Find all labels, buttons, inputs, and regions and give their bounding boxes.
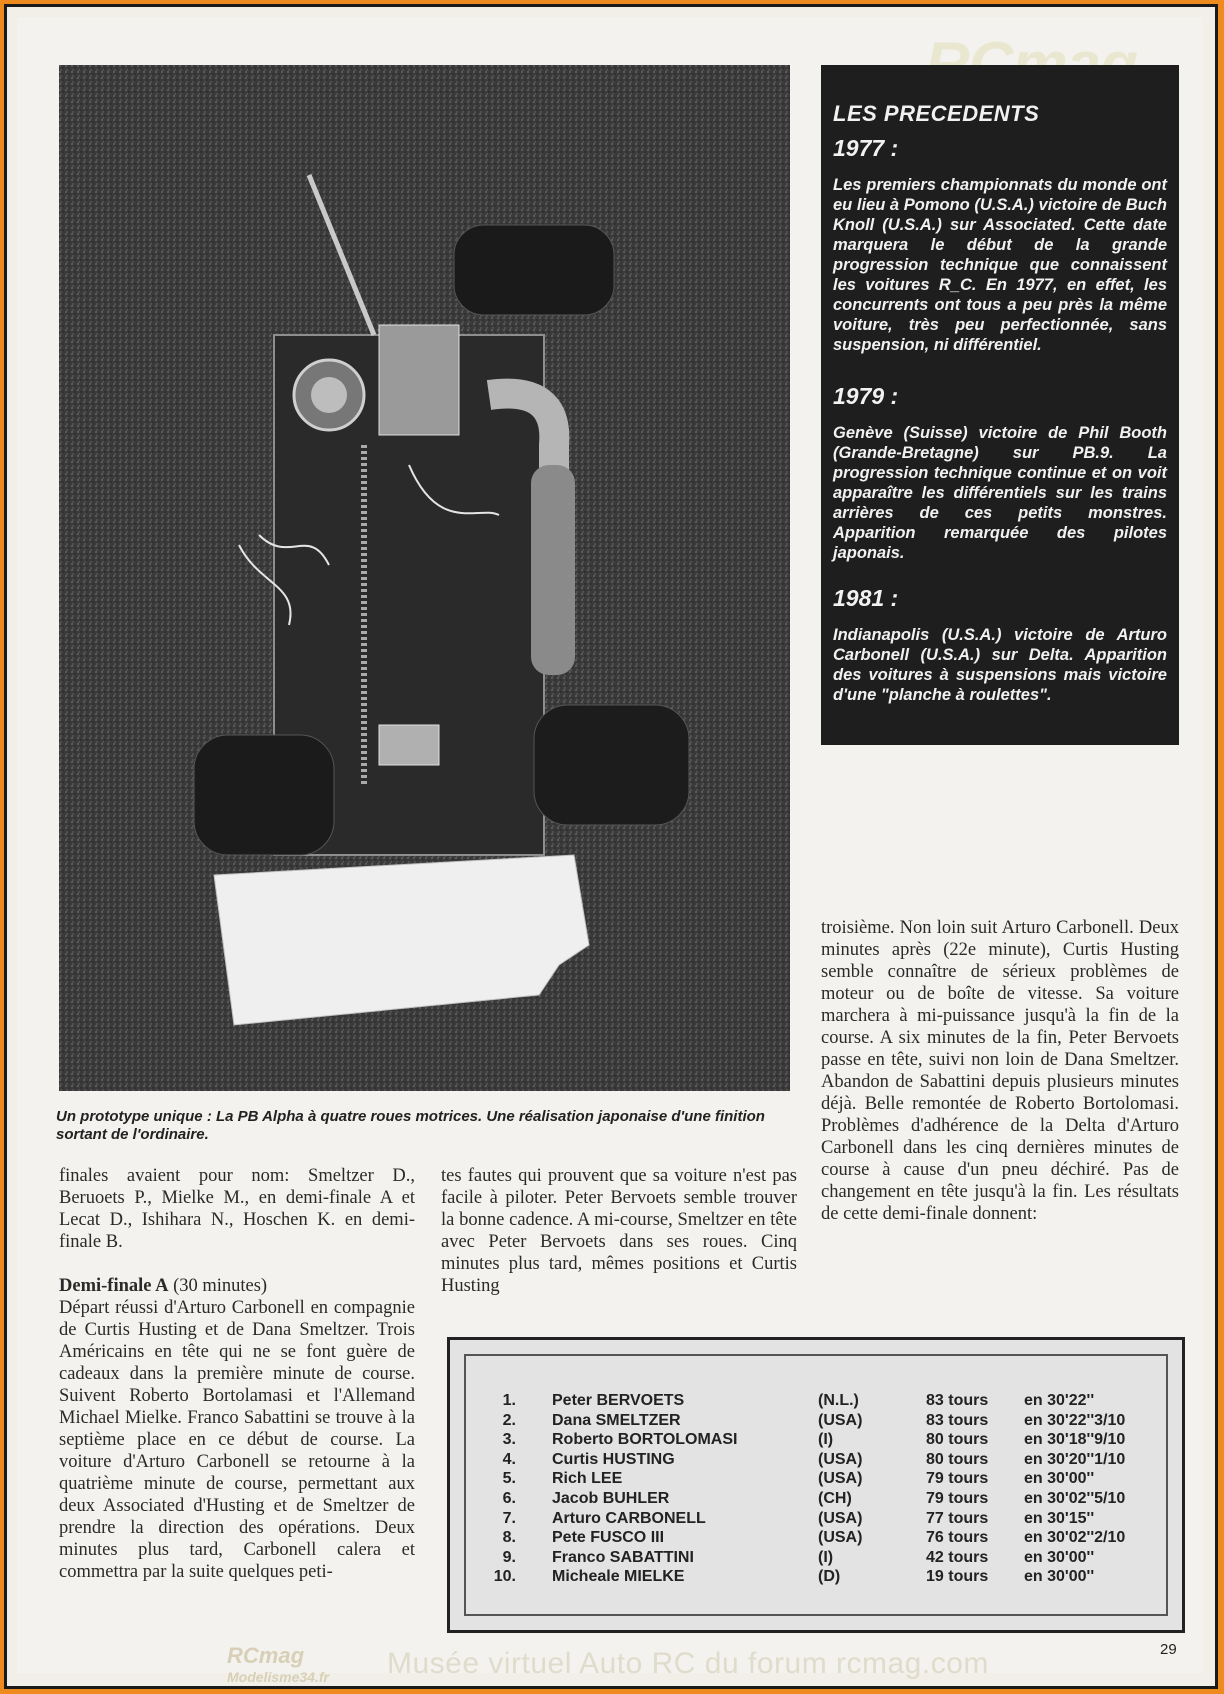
results-cell-name: Arturo CARBONELL: [552, 1509, 706, 1527]
results-cell-laps: 42 tours: [926, 1548, 989, 1566]
sidebar-year: 1979 :: [833, 383, 899, 409]
magazine-page: [17, 17, 1202, 1685]
results-row: [466, 1451, 1166, 1471]
results-cell-time: en 30'18''9/10: [1024, 1431, 1126, 1449]
results-cell-time: en 30'15'': [1024, 1509, 1095, 1527]
results-cell-country: (USA): [818, 1529, 863, 1547]
sidebar-entry-text: Genève (Suisse) victoire de Phil Booth (Grande-Bretagne) sur PB.9. La progression technique continue et on voit apparaître les différentiels sur les trains arrières de ces petits monstres. Apparition remarquée des pilotes japonais.: [833, 424, 1167, 562]
results-cell-rank: 10.: [493, 1568, 516, 1586]
sidebar-entry-text: Indianapolis (U.S.A.) victoire de Arturo Carbonell (U.S.A.) sur Delta. Apparition des voitures à suspensions mais victoire d'une "planche à roulettes".: [833, 626, 1167, 704]
results-cell-name: Jacob BUHLER: [552, 1490, 670, 1507]
results-cell-name: Franco SABATTINI: [552, 1548, 694, 1566]
results-row: [466, 1412, 1166, 1432]
results-cell-time: en 30'22'': [1024, 1392, 1095, 1409]
article-paragraph: troisième. Non loin suit Arturo Carbonell. Deux minutes après (22e minute), Curtis Husting semble connaître de sérieux problèmes de moteur ou de boîte de vitesse. Sa voiture marchera à mi-puissance jusqu'à la fin de la course. A six minutes de la fin, Peter Bervoets passe en tête, suivi non loin de Dana Smeltzer. Abandon de Sabattini depuis plusieurs minutes déjà. Belle remontée de Roberto Bortolomasi. Problèmes d'adhérence de la Delta d'Arturo Carbonell dans les cinq dernières minutes de course à cause d'un pneu déchiré. Pas de changement en tête jusqu'à la fin. Les résultats de cette demi-finale donnent:: [821, 918, 1179, 1224]
results-cell-laps: 83 tours: [926, 1411, 989, 1429]
article-column-3: [821, 917, 1179, 1225]
article-paragraph: finales avaient pour nom: Smeltzer D., Beruoets P., Mielke M., en demi-finale A et Lecat D., Ishihara N., Hoschen K. en demi-finale B.: [59, 1166, 415, 1252]
section-heading-bold: Demi-finale A: [59, 1276, 169, 1296]
results-cell-name: Rich LEE: [552, 1470, 623, 1488]
results-row: [466, 1549, 1166, 1569]
section-heading: [59, 1275, 415, 1297]
sidebar-year: 1977 :: [833, 135, 899, 161]
results-cell-name: Micheale MIELKE: [552, 1568, 685, 1586]
chassis-photo: [59, 65, 790, 1091]
results-cell-laps: 19 tours: [926, 1568, 989, 1586]
results-cell-rank: 9.: [502, 1548, 516, 1566]
results-cell-laps: 79 tours: [926, 1490, 989, 1507]
results-cell-rank: 6.: [502, 1490, 516, 1507]
results-cell-time: en 30'02''2/10: [1024, 1529, 1126, 1547]
results-cell-country: (USA): [818, 1509, 863, 1527]
footer-watermark-text: Musée virtuel Auto RC du forum rcmag.com: [387, 1647, 989, 1680]
results-cell-laps: 83 tours: [926, 1392, 989, 1409]
results-row: [466, 1510, 1166, 1530]
results-table: [447, 1337, 1185, 1633]
results-cell-rank: 1.: [502, 1392, 516, 1409]
results-cell-laps: 77 tours: [926, 1509, 989, 1527]
results-cell-time: en 30'00'': [1024, 1568, 1095, 1586]
results-cell-rank: 2.: [502, 1411, 516, 1429]
results-cell-country: (D): [818, 1568, 841, 1586]
history-sidebar: [821, 65, 1179, 745]
results-cell-country: (USA): [818, 1411, 863, 1429]
article-paragraph: Départ réussi d'Arturo Carbonell en compagnie de Curtis Husting et de Dana Smeltzer. Trois Américains en tête qui ne se font guère de cadeaux dans la première minute de course. Suivent Roberto Bortolamasi et l'Allemand Michael Mielke. Franco Sabattini se trouve à la septième place en ce début de course. La voiture d'Arturo Carbonell se retourne à la quatrième minute de course, permettant aux deux Associated d'Husting et de Smeltzer de prendre la direction des opérations. Deux minutes plus tard, Carbonell calera et commettra par la suite quelques peti-: [59, 1298, 415, 1582]
results-cell-rank: 4.: [502, 1450, 516, 1468]
chassis-illustration: [59, 65, 790, 1091]
results-cell-name: Pete FUSCO III: [552, 1529, 665, 1547]
footer-logo-sub: Modelisme34.fr: [227, 1669, 329, 1685]
results-row: [466, 1470, 1166, 1490]
results-row: [466, 1392, 1166, 1412]
results-cell-laps: 80 tours: [926, 1450, 989, 1468]
results-cell-name: Peter BERVOETS: [552, 1392, 685, 1409]
results-cell-rank: 8.: [502, 1529, 516, 1547]
results-cell-country: (N.L.): [818, 1392, 859, 1409]
article-column-2: [441, 1165, 797, 1297]
results-cell-rank: 3.: [502, 1431, 516, 1449]
page-frame: [4, 4, 1218, 1689]
results-cell-rank: 5.: [502, 1470, 516, 1488]
photo-caption: Un prototype unique : La PB Alpha à quatre roues motrices. Une réalisation japonaise d'une finition sortant de l'ordinaire.: [56, 1108, 765, 1143]
results-cell-rank: 7.: [502, 1509, 516, 1527]
sidebar-title: LES PRECEDENTS: [833, 101, 1040, 126]
results-cell-country: (CH): [818, 1490, 852, 1507]
sidebar-year: 1981 :: [833, 585, 899, 611]
results-cell-time: en 30'00'': [1024, 1548, 1095, 1566]
results-cell-laps: 80 tours: [926, 1431, 989, 1449]
results-table-inner: [464, 1354, 1168, 1616]
results-cell-time: en 30'22''3/10: [1024, 1411, 1126, 1429]
results-cell-country: (USA): [818, 1450, 863, 1468]
page-number: 29: [1160, 1641, 1177, 1658]
results-cell-name: Curtis HUSTING: [552, 1450, 675, 1468]
footer-logo: RCmag: [227, 1643, 305, 1668]
results-cell-country: (I): [818, 1431, 834, 1449]
results-cell-time: en 30'00'': [1024, 1470, 1095, 1488]
results-row: [466, 1568, 1166, 1588]
section-heading-duration: (30 minutes): [168, 1276, 268, 1296]
article-column-1: [59, 1165, 415, 1583]
results-cell-laps: 79 tours: [926, 1470, 989, 1488]
results-cell-laps: 76 tours: [926, 1529, 989, 1547]
results-cell-time: en 30'20''1/10: [1024, 1450, 1126, 1468]
results-row: [466, 1529, 1166, 1549]
results-cell-country: (I): [818, 1548, 834, 1566]
results-cell-name: Roberto BORTOLOMASI: [552, 1431, 738, 1449]
results-cell-name: Dana SMELTZER: [552, 1411, 681, 1429]
results-cell-country: (USA): [818, 1470, 863, 1488]
results-row: [466, 1490, 1166, 1510]
results-cell-time: en 30'02''5/10: [1024, 1490, 1126, 1507]
article-paragraph: tes fautes qui prouvent que sa voiture n'est pas facile à piloter. Peter Bervoets semble trouver la bonne cadence. A mi-course, Smeltzer en tête avec Peter Bervoets dans ses roues. Cinq minutes plus tard, mêmes positions et Curtis Husting: [441, 1166, 797, 1296]
sidebar-entry-text: Les premiers championnats du monde ont eu lieu à Pomono (U.S.A.) victoire de Buch Knoll (U.S.A.) sur Associated. Cette date marquera le début de la grande progression technique que connaissent les voitures R_C. En 1977, en effet, les concurrents ont tous a peu près la même voiture, très peu perfectionnée, sans suspension, ni différentiel.: [833, 176, 1167, 354]
results-row: [466, 1431, 1166, 1451]
